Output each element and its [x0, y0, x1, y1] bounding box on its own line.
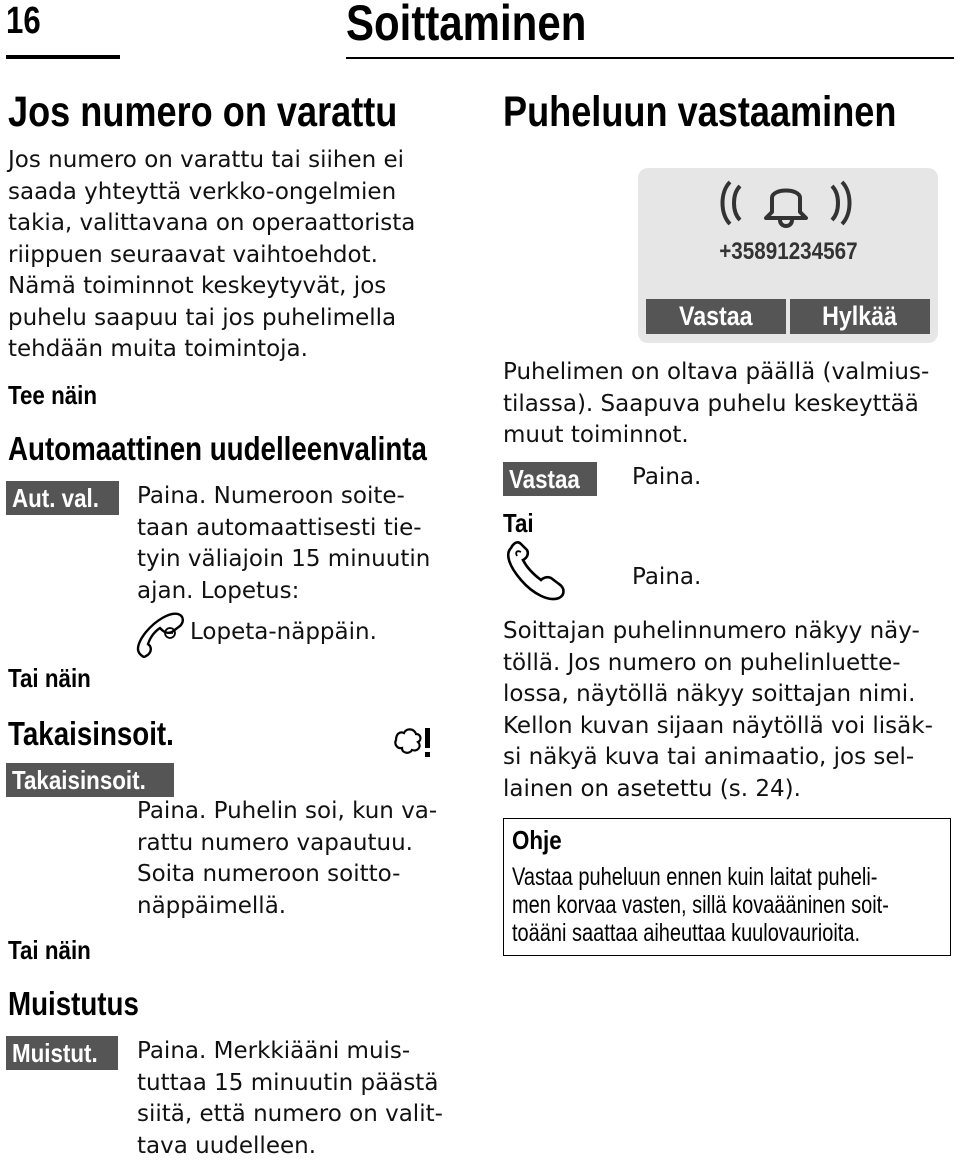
text-line: Jos numero on varattu tai siihen ei [8, 145, 415, 177]
running-title: Soittaminen [346, 0, 586, 52]
note-line: Vastaa puheluun ennen kuin laitat puheli- [512, 863, 889, 891]
text-line: saada yhteyttä verkko-ongelmien [8, 177, 415, 209]
text-line: töllä. Jos numero on puhelinluette- [503, 648, 933, 680]
text-line: tava uudelleen. [137, 1131, 443, 1162]
end-key-text: Lopeta-näppäin. [190, 617, 377, 649]
text-line: Paina. Merkkiääni muis- [137, 1036, 443, 1068]
text-line: Kellon kuvan sijaan näytöllä voi lisäk- [503, 711, 933, 743]
reject-button[interactable]: Hylkää [790, 299, 930, 334]
muistutus-text [137, 1036, 443, 1162]
text-line: Paina. Numeroon soite- [137, 481, 430, 513]
call-key-icon [503, 540, 567, 606]
caller-info-text [503, 616, 933, 805]
header-rule [346, 57, 954, 59]
softkey-muistut: Muistut. [6, 1036, 118, 1070]
text-line: Nämä toiminnot keskeytyvät, jos [8, 271, 415, 303]
text-line: si näkyä kuva tai animaatio, jos sel- [503, 742, 933, 774]
label-tee-naen: Tee näin [8, 380, 97, 411]
text-line: ajan. Lopetus: [137, 576, 430, 608]
ringing-bell-icon [716, 174, 856, 232]
heading-takaisinsoit: Takaisinsoit. [8, 715, 174, 753]
heading-muistutus: Muistutus [8, 985, 139, 1023]
page-number: 16 [6, 0, 41, 43]
end-key-icon [134, 610, 186, 660]
note-line: men korvaa vasten, sillä kovaääninen soit- [512, 891, 889, 919]
text-line: tehdään muita toimintoja. [8, 334, 415, 366]
auto-redial-text [137, 481, 430, 607]
text-line: Puhelimen on oltava päällä (valmius- [503, 357, 929, 389]
text-line: taan automaattisesti tie- [137, 513, 430, 545]
label-tai-naen-1: Tai näin [8, 663, 91, 694]
text-line: siitä, että numero on valit- [137, 1099, 443, 1131]
text-line: lossa, näytöllä näkyy soittajan nimi. [503, 679, 933, 711]
text-line: takia, valittavana on operaattorista [8, 208, 415, 240]
text-line: tyin väliajoin 15 minuutin [137, 544, 430, 576]
text-line: tuttaa 15 minuutin päästä [137, 1068, 443, 1100]
text-line: rattu numero vapautuu. [137, 828, 437, 860]
heading-auto-redial: Automaattinen uudelleenvalinta [8, 430, 427, 468]
phone-display [638, 168, 938, 343]
softkey-takaisinsoit: Takaisinsoit. [6, 763, 174, 797]
page-number-rule [6, 55, 120, 59]
text-line: muut toiminnot. [503, 420, 929, 452]
network-service-icon [392, 724, 434, 760]
busy-intro [8, 145, 415, 366]
text-line: tilassa). Saapuva puhelu keskeyttää [503, 389, 929, 421]
takaisinsoit-text [137, 796, 437, 922]
label-tai: Tai [503, 508, 534, 539]
paina-text-2: Paina. [632, 562, 701, 594]
text-line: Soittajan puhelinnumero näkyy näy- [503, 616, 933, 648]
note-title: Ohje [512, 825, 562, 856]
note-box [503, 818, 951, 956]
softkey-vastaa: Vastaa [503, 462, 597, 496]
section-title-busy: Jos numero on varattu [8, 88, 397, 137]
text-line: riippuen seuraavat vaihtoehdot. [8, 240, 415, 272]
text-line: Soita numeroon soitto- [137, 859, 437, 891]
text-line: Paina. Puhelin soi, kun va- [137, 796, 437, 828]
caller-number: +35891234567 [719, 238, 857, 266]
answer-button[interactable]: Vastaa [646, 299, 786, 334]
answer-intro [503, 357, 929, 452]
softkey-aut-val: Aut. val. [6, 481, 119, 515]
text-line: lainen on asetettu (s. 24). [503, 774, 933, 806]
text-line: puhelu saapuu tai jos puhelimella [8, 303, 415, 335]
section-title-answer: Puheluun vastaaminen [503, 88, 896, 137]
note-line: toääni saattaa aiheuttaa kuulovaurioita. [512, 919, 889, 947]
paina-text-1: Paina. [632, 462, 701, 494]
label-tai-naen-2: Tai näin [8, 935, 91, 966]
text-line: näppäimellä. [137, 891, 437, 923]
